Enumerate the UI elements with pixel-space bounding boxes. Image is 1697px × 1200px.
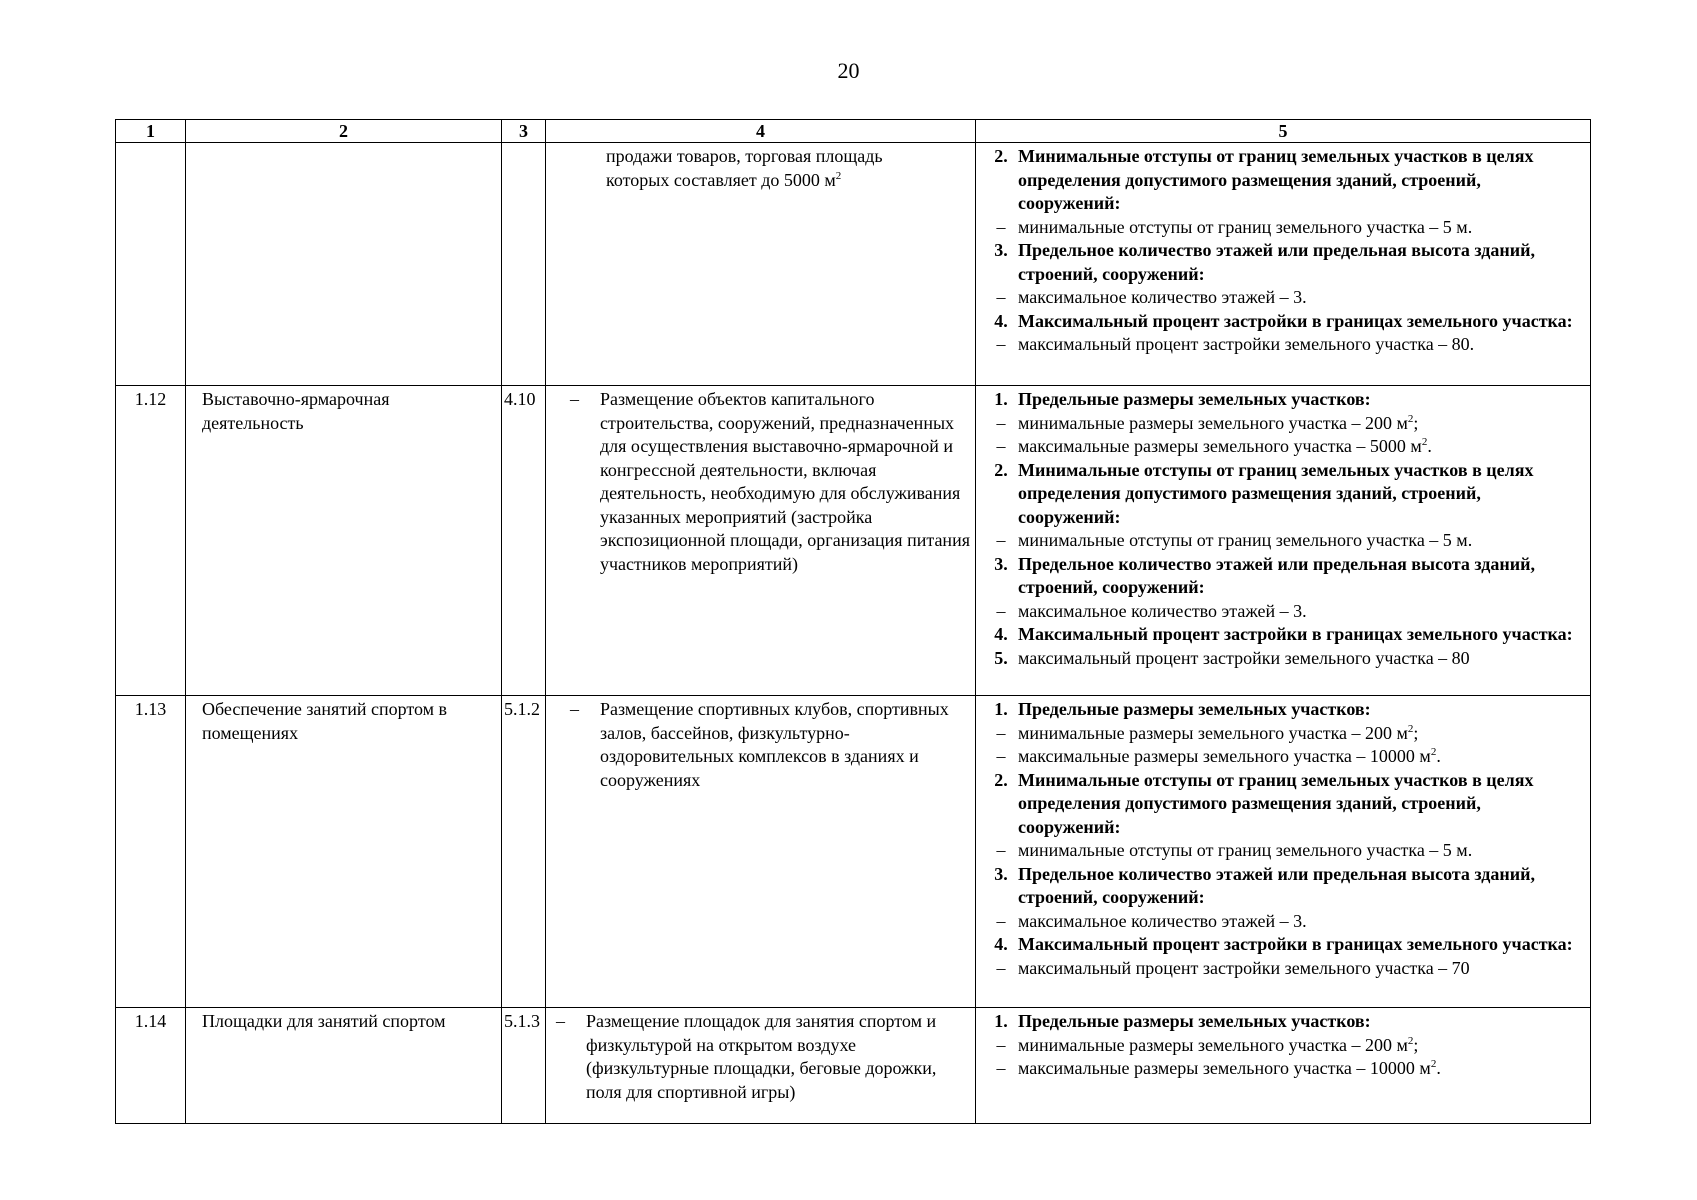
description-text: Размещение объектов капитального строительства, сооружений, предназначенных для осуществления выставочно-ярмарочной и конгрессной деятельности, включая деятельность, необходимую для обслуживания указанных мероприятий (застройка экспозиционной площади, организация питания участников мероприятий) bbox=[600, 389, 970, 574]
param-heading: 4. Максимальный процент застройки в границах земельного участка: bbox=[994, 934, 1573, 954]
param-item: – максимальные размеры земельного участка – 10000 $м^2$. bbox=[996, 746, 1441, 766]
row-number-cell bbox=[116, 143, 186, 386]
table-row bbox=[116, 1008, 1591, 1124]
row-number-cell: 1.12 bbox=[116, 386, 186, 696]
header-col-4: 4 bbox=[546, 120, 976, 143]
param-item: – максимальное количество этажей – 3. bbox=[996, 910, 1307, 931]
param-heading: 1. Предельные размеры земельных участков: bbox=[994, 1011, 1371, 1031]
param-item: – максимальные размеры земельного участка – 10000 $м^2$. bbox=[996, 1058, 1441, 1078]
dash-marker: – bbox=[570, 699, 579, 719]
row-number-cell: 1.13 bbox=[116, 696, 186, 1008]
use-name-cell bbox=[186, 143, 502, 386]
parameters-cell bbox=[976, 696, 1591, 1008]
table-row bbox=[116, 386, 1591, 696]
param-heading: 1. Предельные размеры земельных участков: bbox=[994, 699, 1371, 719]
header-row bbox=[116, 120, 1591, 143]
description-line: которых составляет до 5000 $м^2$ bbox=[606, 169, 842, 190]
description-line: продажи товаров, торговая площадь bbox=[606, 146, 883, 166]
use-code-cell bbox=[502, 143, 546, 386]
param-heading: 4. Максимальный процент застройки в границах земельного участка: bbox=[994, 310, 1573, 331]
description-cell bbox=[546, 696, 976, 1008]
description-cell bbox=[546, 1008, 976, 1124]
use-name-cell: Выставочно-ярмарочная деятельность bbox=[186, 386, 502, 696]
use-name-cell: Обеспечение занятий спортом в помещениях bbox=[186, 696, 502, 1008]
param-item: – максимальные размеры земельного участка – 5000 $м^2$. bbox=[996, 436, 1432, 456]
param-item: 5. максимальный процент застройки земельного участка – 80 bbox=[994, 647, 1470, 668]
regulations-table bbox=[115, 119, 1591, 1124]
param-item: – максимальное количество этажей – 3. bbox=[996, 287, 1307, 307]
description-cell bbox=[546, 386, 976, 696]
param-item: – минимальные отступы от границ земельного участка – 5 м. bbox=[996, 840, 1473, 860]
header-col-1: 1 bbox=[116, 120, 186, 143]
param-item: – максимальный процент застройки земельного участка – 70 bbox=[996, 957, 1470, 978]
param-heading: 3. Предельное количество этажей или предельная высота зданий, строений, сооружений: bbox=[994, 553, 1536, 597]
header-col-2: 2 bbox=[186, 120, 502, 143]
param-heading: 2. Минимальные отступы от границ земельных участков в целях определения допустимого размещения зданий, строений, сооружений: bbox=[994, 459, 1534, 527]
use-code-cell: 5.1.2 bbox=[502, 696, 546, 1008]
row-number-cell: 1.14 bbox=[116, 1008, 186, 1124]
dash-marker: – bbox=[556, 1011, 565, 1031]
param-item: – минимальные размеры земельного участка – 200 $м^2$; bbox=[996, 1034, 1419, 1055]
param-heading: 4. Максимальный процент застройки в границах земельного участка: bbox=[994, 624, 1573, 644]
table-row bbox=[116, 696, 1591, 1008]
param-item: – минимальные размеры земельного участка – 200 $м^2$; bbox=[996, 722, 1419, 743]
description-cell bbox=[546, 143, 976, 386]
dash-marker: – bbox=[570, 389, 579, 409]
param-heading: 1. Предельные размеры земельных участков: bbox=[994, 389, 1371, 409]
param-item: – минимальные размеры земельного участка – 200 $м^2$; bbox=[996, 412, 1419, 433]
param-item: – максимальное количество этажей – 3. bbox=[996, 600, 1307, 621]
param-heading: 3. Предельное количество этажей или предельная высота зданий, строений, сооружений: bbox=[994, 240, 1536, 284]
param-heading: 2. Минимальные отступы от границ земельных участков в целях определения допустимого размещения зданий, строений, сооружений: bbox=[994, 146, 1534, 213]
header-col-5: 5 bbox=[976, 120, 1591, 143]
param-heading: 3. Предельное количество этажей или предельная высота зданий, строений, сооружений: bbox=[994, 863, 1536, 907]
page-number: 20 bbox=[837, 58, 860, 83]
description-text: Размещение спортивных клубов, спортивных залов, бассейнов, физкультурно-оздоровительных комплексов в зданиях и сооружениях bbox=[600, 699, 949, 790]
parameters-cell bbox=[976, 386, 1591, 696]
header-col-3: 3 bbox=[502, 120, 546, 143]
param-item: – минимальные отступы от границ земельного участка – 5 м. bbox=[996, 530, 1473, 550]
param-item: – максимальный процент застройки земельного участка – 80. bbox=[996, 334, 1475, 354]
parameters-cell bbox=[976, 143, 1591, 386]
param-heading: 2. Минимальные отступы от границ земельных участков в целях определения допустимого размещения зданий, строений, сооружений: bbox=[994, 769, 1534, 837]
use-code-cell: 5.1.3 bbox=[502, 1008, 546, 1124]
description-text: Размещение площадок для занятия спортом и физкультурой на открытом воздухе (физкультурные площадки, беговые дорожки, поля для спортивной игры) bbox=[586, 1011, 937, 1102]
use-code-cell: 4.10 bbox=[502, 386, 546, 696]
superscript: 2 bbox=[835, 169, 842, 182]
table-row bbox=[116, 143, 1591, 386]
parameters-cell bbox=[976, 1008, 1591, 1124]
param-item: – минимальные отступы от границ земельного участка – 5 м. bbox=[996, 216, 1473, 237]
use-name-cell: Площадки для занятий спортом bbox=[186, 1008, 502, 1124]
